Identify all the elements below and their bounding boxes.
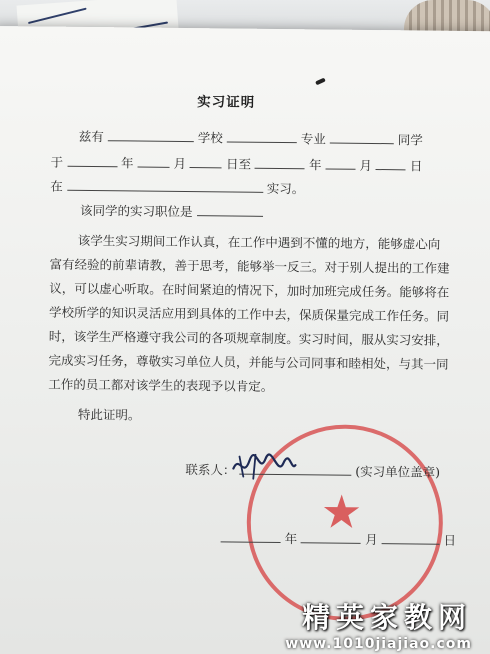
closing-text: 特此证明。	[77, 406, 141, 423]
watermark-url: www.1010jiajiao.com	[285, 636, 472, 652]
certificate-paper	[0, 26, 490, 654]
paragraph-line: 时，该学生严格遵守我公司的各项规章制度。实习时间，服从实习安排，	[48, 328, 449, 348]
paragraph-line: 富有经验的前辈请教，善于思考，能够举一反三。对于别人提出的工作建	[49, 256, 450, 276]
major-blank	[330, 131, 394, 145]
paragraph-line: 该学生实习期间工作认真，在工作中遇到不懂的地方，能够虚心向	[77, 232, 441, 252]
paragraph-line: 议，可以虚心听取。在时间紧迫的情况下，加时加班完成任务。能够将在	[49, 280, 450, 300]
date-range-line: 于 年 月 日至 年 月 日	[50, 154, 423, 174]
school-blank	[227, 129, 297, 143]
pen-mark	[315, 78, 326, 86]
seal-star-icon: ★	[320, 484, 363, 539]
intro-line: 兹有 学校 专业 同学	[78, 128, 423, 148]
handwritten-signature	[229, 448, 299, 483]
position-blank	[197, 203, 263, 217]
contact-line: 联系人： (实习单位盖章)	[185, 462, 441, 480]
name-blank	[108, 128, 194, 142]
location-line: 在 实习。	[50, 178, 305, 197]
company-blank	[67, 178, 263, 193]
document-title: 实习证明	[197, 94, 256, 111]
paragraph-line: 学校所学的知识灵活应用到具体的工作中去，保质保量完成工作任务。同	[48, 304, 450, 324]
paragraph-line: 工作的员工都对该学生的表现予以肯定。	[48, 376, 274, 394]
watermark-title: 精英家教网	[301, 601, 472, 634]
site-watermark	[285, 596, 472, 652]
paragraph-line: 完成实习任务，尊敬实习单位人员，并能与公司同事和睦相处，与其一同	[48, 352, 449, 372]
position-line: 该同学的实习职位是	[80, 201, 263, 221]
sign-date-line: 年 月 日	[221, 528, 457, 548]
